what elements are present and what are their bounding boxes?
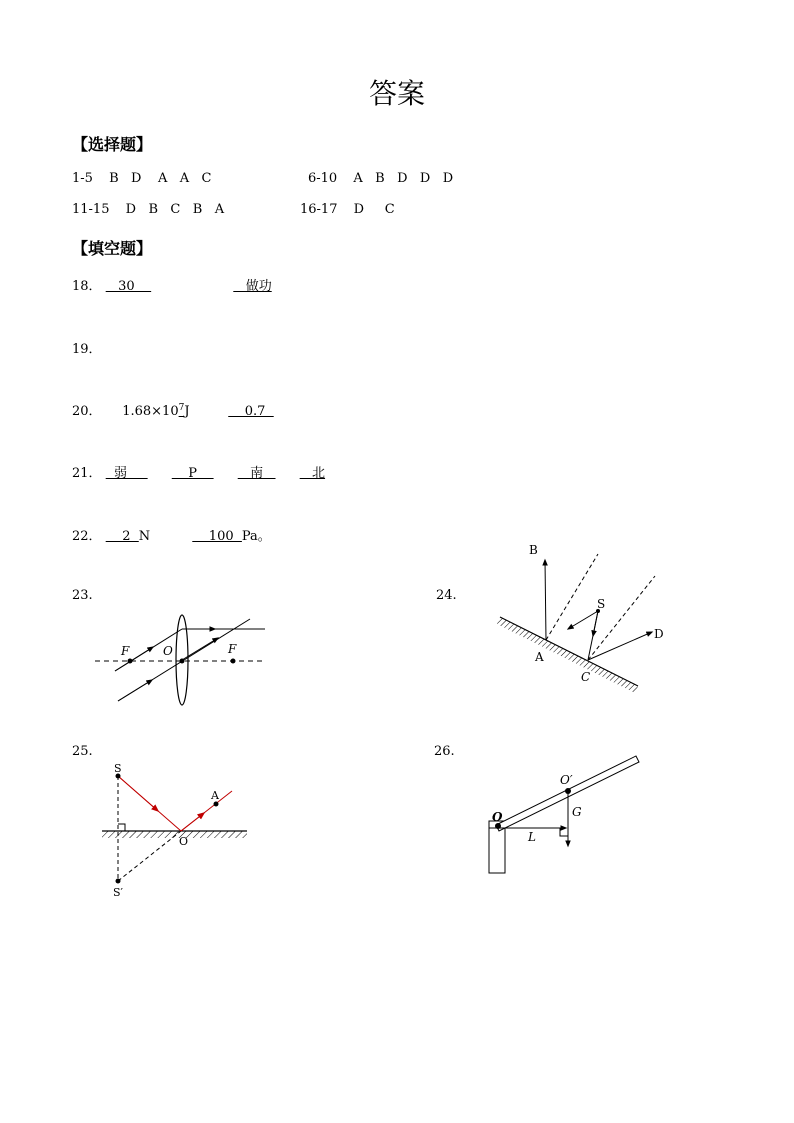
answer-unit: J bbox=[184, 404, 207, 419]
diagram-24-number: 24. bbox=[436, 588, 457, 603]
image-ray-extension bbox=[118, 831, 181, 881]
point-a bbox=[214, 802, 219, 807]
diagram-26-lever bbox=[480, 748, 650, 883]
label-o: O bbox=[179, 835, 189, 848]
label-s: S bbox=[597, 597, 606, 611]
normal-at-c bbox=[588, 576, 655, 660]
right-angle-mark bbox=[560, 828, 568, 836]
answer-blank bbox=[106, 403, 206, 419]
mirror-surface bbox=[500, 617, 638, 686]
label-c: C bbox=[581, 670, 591, 684]
question-21 bbox=[72, 462, 325, 481]
diagram-23-number: 23. bbox=[72, 588, 93, 603]
choice-row-2-left bbox=[72, 202, 224, 217]
section-heading-fill: 【填空题】 bbox=[72, 239, 153, 258]
ray-arrow bbox=[118, 680, 152, 701]
label-s-prime: S′ bbox=[113, 886, 124, 899]
question-22 bbox=[72, 525, 271, 544]
diagram-26-number: 26. bbox=[434, 744, 455, 759]
answer-blank: P bbox=[171, 466, 214, 481]
label-o-prime: O′ bbox=[560, 773, 573, 787]
diagram-25-image bbox=[96, 758, 256, 908]
ray-a-to-b bbox=[545, 560, 546, 640]
label-l: L bbox=[528, 830, 536, 844]
ray-arrow bbox=[181, 813, 204, 831]
answer-blank: 100 bbox=[192, 529, 242, 544]
ray-arrow bbox=[593, 611, 598, 636]
mirror-hatching bbox=[102, 831, 247, 838]
label-a: A bbox=[211, 789, 219, 802]
answer-blank: 北 bbox=[299, 466, 326, 481]
choice-answers: D B C B A bbox=[125, 202, 225, 217]
label-f-right: F bbox=[228, 642, 237, 656]
answer-blank: 弱 bbox=[105, 466, 148, 481]
answer-unit: Pa。 bbox=[241, 529, 271, 544]
answer-exponent: 7 bbox=[178, 402, 185, 413]
choice-answers: D C bbox=[353, 202, 395, 217]
choice-row-1-left bbox=[72, 171, 212, 186]
choice-range: 11-15 bbox=[72, 202, 110, 217]
label-s: S bbox=[114, 762, 122, 775]
label-d: D bbox=[654, 627, 664, 641]
label-o: O bbox=[163, 644, 173, 658]
question-number: 19． bbox=[72, 342, 102, 357]
right-angle-mark bbox=[118, 824, 125, 831]
choice-answers: A B D D D bbox=[353, 171, 454, 186]
label-a: A bbox=[535, 650, 544, 664]
focus-right-point bbox=[231, 659, 236, 664]
mirror-hatching bbox=[497, 617, 638, 693]
image-point-s-prime bbox=[116, 879, 121, 884]
label-g: G bbox=[572, 805, 582, 819]
choice-range: 1-5 bbox=[72, 171, 93, 186]
optical-center-point bbox=[180, 659, 185, 664]
answer-blank: 做功 bbox=[233, 279, 272, 294]
label-o: O bbox=[492, 810, 503, 824]
question-20 bbox=[72, 400, 274, 419]
choice-row-2-right bbox=[300, 202, 395, 217]
choice-row-1-right bbox=[308, 171, 453, 186]
question-19 bbox=[72, 338, 102, 357]
question-number: 22． bbox=[72, 529, 102, 544]
diagram-24-mirror bbox=[490, 540, 664, 700]
answer-blank: 0.7 bbox=[228, 404, 274, 419]
ray-s-to-a bbox=[568, 611, 598, 629]
answer-blank: 南 bbox=[237, 466, 276, 481]
answer-unit: N bbox=[138, 529, 151, 544]
answer-blank: 2 bbox=[105, 529, 139, 544]
label-f-left: F bbox=[121, 644, 130, 658]
question-number: 21． bbox=[72, 466, 102, 481]
section-heading-choice: 【选择题】 bbox=[72, 135, 153, 154]
choice-answers: B D A A C bbox=[109, 171, 212, 186]
label-b: B bbox=[529, 543, 538, 557]
choice-range: 6-10 bbox=[308, 171, 338, 186]
diagram-25-number: 25. bbox=[72, 744, 93, 759]
answer-blank: 30 bbox=[105, 279, 152, 294]
question-number: 20． bbox=[72, 404, 102, 419]
page-title: 答案 bbox=[368, 77, 425, 110]
question-18 bbox=[72, 275, 272, 294]
diagram-23-lens bbox=[90, 605, 280, 715]
ray-c-to-d bbox=[588, 632, 652, 660]
question-number: 18． bbox=[72, 279, 102, 294]
ray-arrow bbox=[118, 776, 158, 811]
focus-left-point bbox=[128, 659, 133, 664]
answer-value: 1.68×10 bbox=[105, 404, 179, 419]
choice-range: 16-17 bbox=[300, 202, 338, 217]
